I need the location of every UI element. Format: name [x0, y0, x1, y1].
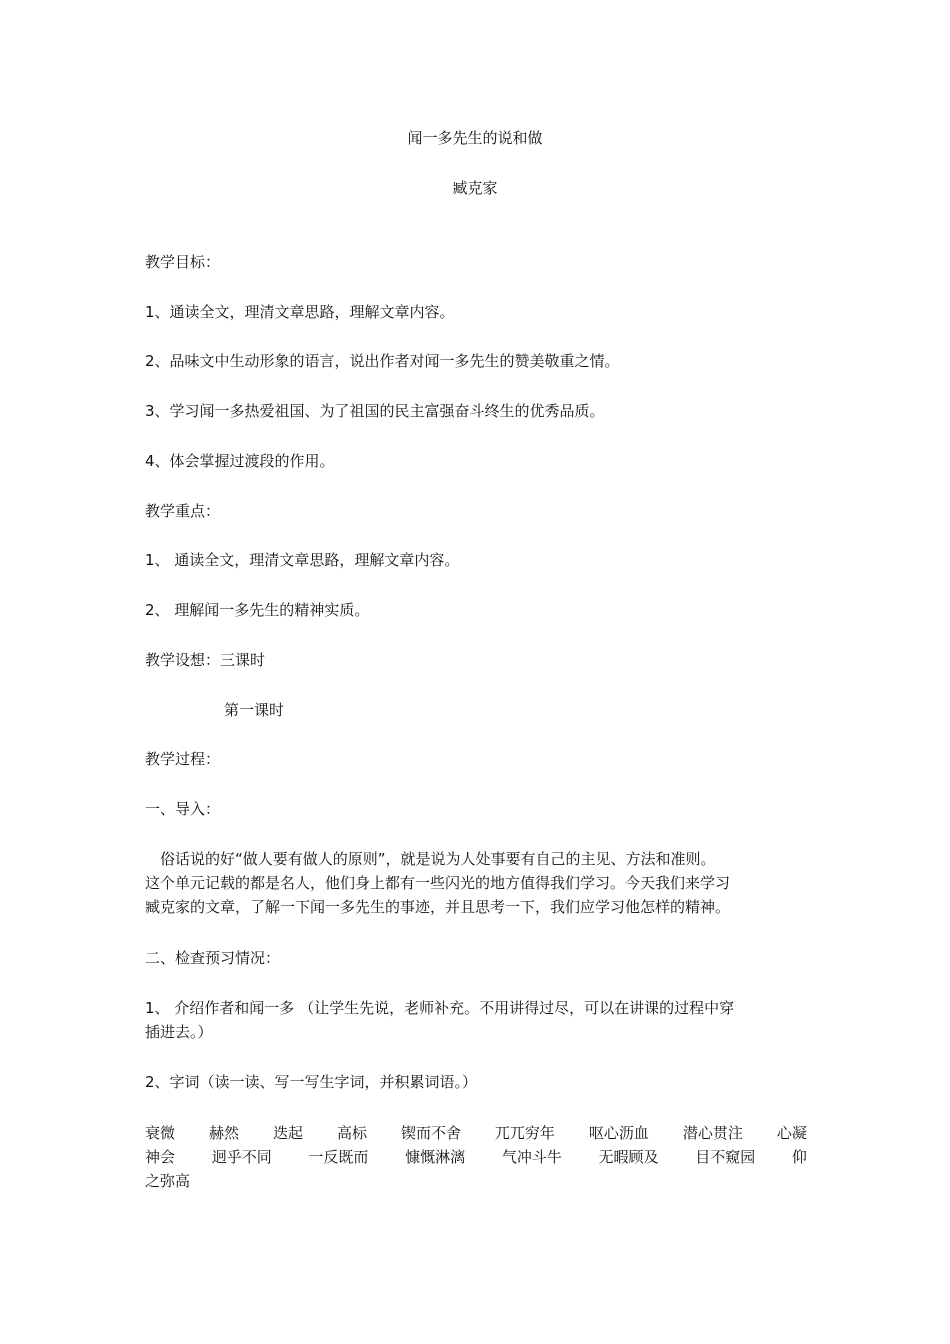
document-title: 闻一多先生的说和做: [407, 129, 543, 147]
paragraph-line: 插进去。）: [145, 1023, 213, 1041]
vocabulary-word: 心凝: [776, 1124, 807, 1142]
vocabulary-word: 呕心沥血: [588, 1124, 649, 1142]
vocabulary-word: 锲而不舍: [400, 1124, 461, 1142]
objective-item: 1、通读全文，理清文章思路，理解文章内容。: [145, 303, 455, 321]
vocabulary-word: 高标: [336, 1124, 367, 1142]
lesson-one-heading: 第一课时: [224, 701, 285, 719]
vocabulary-word: 慷慨淋漓: [405, 1148, 466, 1166]
key-points-heading: 教学重点：: [145, 502, 221, 520]
paragraph-line: 1、 介绍作者和闻一多 （让学生先说，老师补充。不用讲得过尽，可以在讲课的过程中穿: [145, 999, 735, 1017]
vocabulary-row: [145, 1121, 807, 1145]
document-author: 臧克家: [452, 179, 498, 197]
vocabulary-word: 潜心贯注: [682, 1124, 743, 1142]
key-point-item: 1、 通读全文，理清文章思路，理解文章内容。: [145, 551, 460, 569]
intro-paragraph: [145, 847, 807, 919]
vocabulary-word: 衰微: [145, 1124, 176, 1142]
teaching-design: 教学设想：三课时: [145, 651, 266, 669]
vocabulary-list: [145, 1121, 807, 1193]
vocabulary-word: 迥乎不同: [211, 1148, 272, 1166]
preview-heading: 二、检查预习情况：: [145, 949, 281, 967]
paragraph-line: 这个单元记载的都是名人，他们身上都有一些闪光的地方值得我们学习。今天我们来学习: [145, 874, 731, 892]
vocabulary-word: 气冲斗牛: [501, 1148, 562, 1166]
objective-item: 3、学习闻一多热爱祖国、为了祖国的民主富强奋斗终生的优秀品质。: [145, 402, 605, 420]
vocabulary-word: 目不窥园: [695, 1148, 756, 1166]
vocabulary-word: 神会: [145, 1148, 176, 1166]
vocabulary-word: 赫然: [208, 1124, 239, 1142]
vocabulary-word: 迭起: [272, 1124, 303, 1142]
objective-item: 2、品味文中生动形象的语言，说出作者对闻一多先生的赞美敬重之情。: [145, 352, 620, 370]
intro-heading: 一、导入：: [145, 800, 221, 818]
paragraph-line: 俗话说的好“做人要有做人的原则”，就是说为人处事要有自己的主见、方法和准则。: [145, 850, 716, 868]
vocabulary-word: 无暇顾及: [598, 1148, 659, 1166]
preview-item-2: 2、字词（读一读、写一写生字词，并积累词语。）: [145, 1073, 478, 1091]
process-heading: 教学过程：: [145, 750, 221, 768]
vocabulary-word: 兀兀穷年: [494, 1124, 555, 1142]
preview-item-1: [145, 996, 807, 1044]
vocabulary-word: 之弥高: [145, 1172, 191, 1190]
objective-item: 4、体会掌握过渡段的作用。: [145, 452, 335, 470]
vocabulary-word: 一反既而: [308, 1148, 369, 1166]
vocabulary-row: [145, 1145, 807, 1169]
paragraph-line: 臧克家的文章，了解一下闻一多先生的事迹，并且思考一下，我们应学习他怎样的精神。: [145, 898, 731, 916]
objectives-heading: 教学目标：: [145, 253, 221, 271]
vocabulary-row: [145, 1169, 807, 1193]
key-point-item: 2、 理解闻一多先生的精神实质。: [145, 601, 370, 619]
vocabulary-word: 仰: [791, 1148, 807, 1166]
